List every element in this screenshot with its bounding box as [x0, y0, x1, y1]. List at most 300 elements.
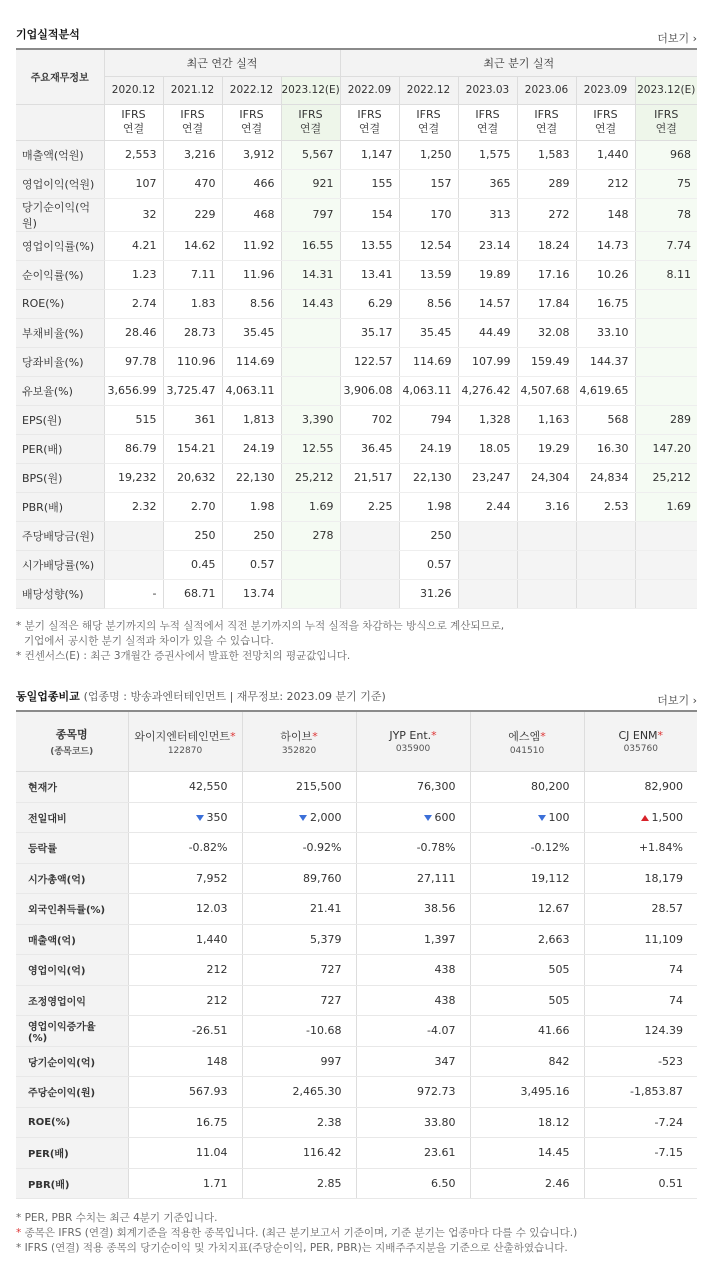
company-code: 122870 [167, 745, 203, 756]
table-cell: 13.74 [222, 579, 281, 608]
table-cell: 35.45 [399, 318, 458, 347]
peer-comparison-header [16, 688, 697, 710]
company-name[interactable]: CJ ENM [618, 729, 658, 742]
table-cell: 76,300 [356, 772, 470, 803]
company-header[interactable] [242, 711, 356, 772]
company-name[interactable]: JYP Ent. [389, 729, 432, 742]
table-cell: -0.12% [470, 833, 584, 864]
row-label: PER(배) [16, 434, 104, 463]
table-cell: 17.16 [517, 260, 576, 289]
table-cell: 2.70 [163, 492, 222, 521]
table-row [16, 1107, 697, 1138]
financial-analysis-header [16, 26, 697, 48]
standard-top: IFRS [357, 108, 382, 121]
standard-top: IFRS [475, 108, 500, 121]
row-label: 영업이익증가율(%) [16, 1016, 128, 1047]
standard-top: IFRS [534, 108, 559, 121]
table-cell: 23.61 [356, 1138, 470, 1169]
table-cell: 1,163 [517, 405, 576, 434]
table-cell: 2,663 [470, 924, 584, 955]
table-cell: 16.30 [576, 434, 635, 463]
chevron-right-icon: › [692, 694, 697, 707]
table-cell: 28.57 [584, 894, 697, 925]
corner-subtitle: (종목코드) [50, 747, 94, 757]
table-cell: 997 [242, 1046, 356, 1077]
table-row [16, 863, 697, 894]
table-cell: 1.69 [635, 492, 697, 521]
peer-comparison-subtitle: (업종명 : 방송과엔터테인먼트 | 재무정보: 2023.09 분기 기준) [83, 690, 386, 703]
table-cell: 8.56 [399, 289, 458, 318]
table-cell [281, 318, 340, 347]
row-label: PBR(배) [16, 492, 104, 521]
company-header[interactable] [470, 711, 584, 772]
table-cell: 727 [242, 955, 356, 986]
table-cell: 215,500 [242, 772, 356, 803]
table-row [16, 169, 697, 198]
table-row [16, 347, 697, 376]
table-row [16, 1168, 697, 1199]
table-row [16, 492, 697, 521]
table-cell: 116.42 [242, 1138, 356, 1169]
table-cell: 2.85 [242, 1168, 356, 1199]
table-cell: 107 [104, 169, 163, 198]
table-cell: 23.14 [458, 231, 517, 260]
table-cell [340, 579, 399, 608]
row-label: 당기순이익(억원) [16, 198, 104, 231]
table-cell: 154.21 [163, 434, 222, 463]
table-cell: 33.10 [576, 318, 635, 347]
table-cell: 12.67 [470, 894, 584, 925]
table-cell: 921 [281, 169, 340, 198]
standard-top: IFRS [654, 108, 679, 121]
company-name[interactable]: 에스엠 [508, 729, 541, 743]
standard-top: IFRS [298, 108, 323, 121]
annual-group-header: 최근 연간 실적 [104, 49, 340, 76]
accounting-standard [104, 104, 163, 140]
company-header[interactable] [128, 711, 242, 772]
triangle-up-icon [641, 815, 649, 821]
table-cell: 74 [584, 985, 697, 1016]
ifrs-star-icon: * [312, 729, 318, 743]
table-cell: -0.92% [242, 833, 356, 864]
table-row [16, 289, 697, 318]
table-cell: 466 [222, 169, 281, 198]
standard-top: IFRS [593, 108, 618, 121]
table-cell [635, 376, 697, 405]
table-cell: 24,834 [576, 463, 635, 492]
table-cell: 147.20 [635, 434, 697, 463]
table-cell: 702 [340, 405, 399, 434]
table-cell: 20,632 [163, 463, 222, 492]
table-cell: - [104, 579, 163, 608]
table-cell: 0.51 [584, 1168, 697, 1199]
table-cell: 25,212 [281, 463, 340, 492]
table-cell: 154 [340, 198, 399, 231]
table-cell: 0.57 [399, 550, 458, 579]
ifrs-star-icon: * [230, 729, 236, 743]
table-cell: 159.49 [517, 347, 576, 376]
table-cell [281, 347, 340, 376]
table-cell [458, 550, 517, 579]
peer-more-link[interactable] [657, 692, 697, 708]
standard-top: IFRS [416, 108, 441, 121]
period-header: 2021.12 [163, 76, 222, 104]
row-label: EPS(원) [16, 405, 104, 434]
peer-comparison-title: 동일업종비교 [16, 690, 80, 703]
table-cell: 1,440 [576, 140, 635, 169]
standard-top: IFRS [239, 108, 264, 121]
table-cell [635, 579, 697, 608]
table-row [16, 434, 697, 463]
table-cell: -523 [584, 1046, 697, 1077]
standard-bottom: 연결 [594, 122, 617, 135]
row-label: 주당순이익(원) [16, 1077, 128, 1108]
ifrs-star-icon: * [431, 729, 437, 742]
table-cell [281, 550, 340, 579]
table-cell: 23,247 [458, 463, 517, 492]
table-cell: 35.17 [340, 318, 399, 347]
table-cell: 4.21 [104, 231, 163, 260]
period-header: 2023.12(E) [281, 76, 340, 104]
table-cell: 12.03 [128, 894, 242, 925]
accounting-standard [458, 104, 517, 140]
table-cell: 16.55 [281, 231, 340, 260]
company-column-header [16, 711, 128, 772]
accounting-standard [517, 104, 576, 140]
table-cell: 14.62 [163, 231, 222, 260]
table-cell: 24.19 [222, 434, 281, 463]
table-row [16, 198, 697, 231]
row-label: 영업이익률(%) [16, 231, 104, 260]
row-label: 당기순이익(억) [16, 1046, 128, 1077]
table-row [16, 833, 697, 864]
table-cell: 0.45 [163, 550, 222, 579]
table-cell: 361 [163, 405, 222, 434]
table-cell: 1.83 [163, 289, 222, 318]
table-cell: 272 [517, 198, 576, 231]
table-cell: 289 [517, 169, 576, 198]
table-cell: 4,063.11 [222, 376, 281, 405]
table-cell: 24.19 [399, 434, 458, 463]
table-cell: 35.45 [222, 318, 281, 347]
company-code: 352820 [281, 745, 317, 756]
triangle-down-icon [299, 815, 307, 821]
table-cell: 2,465.30 [242, 1077, 356, 1108]
period-header: 2023.03 [458, 76, 517, 104]
table-cell [576, 550, 635, 579]
table-cell: 19.89 [458, 260, 517, 289]
table-cell: -7.15 [584, 1138, 697, 1169]
table-cell: 212 [128, 955, 242, 986]
table-cell [635, 550, 697, 579]
table-cell: 16.75 [128, 1107, 242, 1138]
table-cell: 3,906.08 [340, 376, 399, 405]
table-cell [281, 376, 340, 405]
table-cell: 727 [242, 985, 356, 1016]
row-label: ROE(%) [16, 289, 104, 318]
table-cell: 0.57 [222, 550, 281, 579]
table-cell: 11.96 [222, 260, 281, 289]
table-cell: 107.99 [458, 347, 517, 376]
table-cell: 157 [399, 169, 458, 198]
table-cell [635, 521, 697, 550]
standard-bottom: 연결 [122, 122, 145, 135]
table-cell: 5,567 [281, 140, 340, 169]
table-cell: 2.74 [104, 289, 163, 318]
table-cell: 11,109 [584, 924, 697, 955]
financial-notes [16, 619, 697, 664]
table-cell [517, 521, 576, 550]
table-cell: 2.44 [458, 492, 517, 521]
table-row [16, 260, 697, 289]
table-row [16, 1016, 697, 1047]
period-header: 2023.09 [576, 76, 635, 104]
period-header: 2022.09 [340, 76, 399, 104]
table-row [16, 579, 697, 608]
table-cell: 365 [458, 169, 517, 198]
company-code: 035900 [395, 744, 431, 754]
table-cell: 10.26 [576, 260, 635, 289]
row-label: 시가총액(억) [16, 863, 128, 894]
table-cell: 568 [576, 405, 635, 434]
financial-more-link[interactable] [657, 30, 697, 46]
accounting-standard [635, 104, 697, 140]
table-cell: 8.56 [222, 289, 281, 318]
table-cell: 2.25 [340, 492, 399, 521]
company-code: 035760 [623, 744, 658, 754]
row-label: BPS(원) [16, 463, 104, 492]
table-cell: 6.29 [340, 289, 399, 318]
standard-bottom: 연결 [476, 122, 499, 135]
note-line: * 컨센서스(E) : 최근 3개월간 증권사에서 발표한 전망치의 평균값입니다. [16, 649, 351, 662]
triangle-down-icon [424, 815, 432, 821]
table-cell [340, 550, 399, 579]
table-cell: 3,216 [163, 140, 222, 169]
table-cell: 289 [635, 405, 697, 434]
table-cell: 11.92 [222, 231, 281, 260]
table-cell: 74 [584, 955, 697, 986]
table-cell [128, 802, 242, 833]
table-cell: 25,212 [635, 463, 697, 492]
change-value: 100 [548, 810, 570, 824]
table-cell: 32 [104, 198, 163, 231]
company-header[interactable] [584, 711, 697, 772]
table-cell [340, 521, 399, 550]
table-cell: 438 [356, 955, 470, 986]
table-cell [281, 579, 340, 608]
table-cell: 80,200 [470, 772, 584, 803]
change-value: 2,000 [310, 810, 342, 824]
table-cell: 122.57 [340, 347, 399, 376]
table-row [16, 1138, 697, 1169]
peer-notes [16, 1211, 697, 1256]
table-cell: 842 [470, 1046, 584, 1077]
standard-bottom: 연결 [417, 122, 440, 135]
table-cell: 19,232 [104, 463, 163, 492]
table-cell: 515 [104, 405, 163, 434]
table-cell: 250 [222, 521, 281, 550]
table-cell: 13.55 [340, 231, 399, 260]
table-cell: 42,550 [128, 772, 242, 803]
period-header: 2022.12 [399, 76, 458, 104]
table-cell [242, 802, 356, 833]
row-label: 부채비율(%) [16, 318, 104, 347]
table-cell: 8.11 [635, 260, 697, 289]
table-cell: 110.96 [163, 347, 222, 376]
table-cell: 155 [340, 169, 399, 198]
table-cell: 278 [281, 521, 340, 550]
more-label: 더보기 [657, 694, 690, 707]
table-cell: 148 [128, 1046, 242, 1077]
table-cell: -10.68 [242, 1016, 356, 1047]
company-name[interactable]: 하이브 [280, 729, 313, 743]
accounting-standard [163, 104, 222, 140]
table-cell [635, 347, 697, 376]
table-cell: 2.38 [242, 1107, 356, 1138]
table-cell: 33.80 [356, 1107, 470, 1138]
period-header: 2023.12(E) [635, 76, 697, 104]
table-cell: 438 [356, 985, 470, 1016]
table-cell: 18,179 [584, 863, 697, 894]
table-cell: 1,440 [128, 924, 242, 955]
table-cell [104, 550, 163, 579]
standard-bottom: 연결 [655, 122, 677, 135]
table-cell: 14.45 [470, 1138, 584, 1169]
table-cell: 1.71 [128, 1168, 242, 1199]
table-cell: 19,112 [470, 863, 584, 894]
triangle-down-icon [196, 815, 204, 821]
note-line: * IFRS (연결) 적용 종목의 당기순이익 및 가치지표(주당순이익, PER, PBR)는 지배주주지분을 기준으로 산출하였습니다. [16, 1242, 568, 1254]
table-cell: 170 [399, 198, 458, 231]
company-name[interactable]: 와이지엔터테인먼트 [134, 729, 231, 743]
change-value: 350 [206, 810, 228, 824]
table-cell: 97.78 [104, 347, 163, 376]
table-row [16, 1046, 697, 1077]
table-cell: 1.98 [222, 492, 281, 521]
table-cell: 2.32 [104, 492, 163, 521]
table-cell: 31.26 [399, 579, 458, 608]
financial-analysis-title: 기업실적분석 [16, 28, 80, 41]
table-cell: 229 [163, 198, 222, 231]
table-row [16, 924, 697, 955]
accounting-standard [222, 104, 281, 140]
table-cell: 144.37 [576, 347, 635, 376]
note-line: * 분기 실적은 해당 분기까지의 누적 실적에서 직전 분기까지의 누적 실적을 차감하는 방식으로 계산되므로, [16, 619, 505, 632]
table-cell: 89,760 [242, 863, 356, 894]
triangle-down-icon [538, 815, 546, 821]
row-label: PBR(배) [16, 1168, 128, 1199]
table-cell: 38.56 [356, 894, 470, 925]
table-cell: 1.23 [104, 260, 163, 289]
table-cell: 505 [470, 955, 584, 986]
table-cell: 4,063.11 [399, 376, 458, 405]
table-cell: 313 [458, 198, 517, 231]
table-row [16, 405, 697, 434]
table-cell: 2.53 [576, 492, 635, 521]
period-header: 2022.12 [222, 76, 281, 104]
table-cell: 468 [222, 198, 281, 231]
table-cell: 3,495.16 [470, 1077, 584, 1108]
table-cell: 82,900 [584, 772, 697, 803]
table-cell: 13.59 [399, 260, 458, 289]
table-cell: 11.04 [128, 1138, 242, 1169]
table-cell: 14.57 [458, 289, 517, 318]
table-cell: 22,130 [399, 463, 458, 492]
table-cell: 1,397 [356, 924, 470, 955]
table-cell: 44.49 [458, 318, 517, 347]
table-cell: 17.84 [517, 289, 576, 318]
table-cell: 794 [399, 405, 458, 434]
table-cell: 21.41 [242, 894, 356, 925]
row-label: 순이익률(%) [16, 260, 104, 289]
standard-top: IFRS [180, 108, 205, 121]
change-value: 600 [434, 810, 456, 824]
row-label: 배당성향(%) [16, 579, 104, 608]
row-label: 전일대비 [16, 802, 128, 833]
table-cell: 505 [470, 985, 584, 1016]
row-label: 등락률 [16, 833, 128, 864]
table-cell: -4.07 [356, 1016, 470, 1047]
table-cell: 7.11 [163, 260, 222, 289]
row-label: 주당배당금(원) [16, 521, 104, 550]
table-cell [104, 521, 163, 550]
standard-bottom: 연결 [299, 122, 322, 135]
table-cell: 1,328 [458, 405, 517, 434]
table-cell [576, 521, 635, 550]
ifrs-star-icon: * [540, 729, 546, 743]
table-cell: 1.69 [281, 492, 340, 521]
table-cell [458, 521, 517, 550]
table-row [16, 231, 697, 260]
company-header[interactable] [356, 711, 470, 772]
table-cell: 250 [399, 521, 458, 550]
row-label: 외국인취득률(%) [16, 894, 128, 925]
table-cell: 16.75 [576, 289, 635, 318]
accounting-standard [340, 104, 399, 140]
table-cell: 3,725.47 [163, 376, 222, 405]
table-cell: 7,952 [128, 863, 242, 894]
table-cell: 18.12 [470, 1107, 584, 1138]
table-row [16, 894, 697, 925]
row-label: 시가배당률(%) [16, 550, 104, 579]
table-cell: 14.31 [281, 260, 340, 289]
ifrs-star-icon: * [657, 729, 664, 742]
table-cell [458, 579, 517, 608]
table-row [16, 1077, 697, 1108]
table-row [16, 318, 697, 347]
table-cell: 19.29 [517, 434, 576, 463]
table-row [16, 955, 697, 986]
table-cell [584, 802, 697, 833]
table-cell [470, 802, 584, 833]
financial-analysis-section [16, 26, 697, 664]
standard-bottom: 연결 [358, 122, 381, 135]
row-label: 매출액(억) [16, 924, 128, 955]
table-cell: 18.24 [517, 231, 576, 260]
table-row [16, 802, 697, 833]
table-cell: 75 [635, 169, 697, 198]
change-value: 1,500 [651, 810, 683, 824]
table-cell: 24,304 [517, 463, 576, 492]
table-cell: 3.16 [517, 492, 576, 521]
table-row [16, 550, 697, 579]
quarter-group-header: 최근 분기 실적 [340, 49, 697, 76]
table-cell: 968 [635, 140, 697, 169]
table-cell [517, 579, 576, 608]
table-cell: 470 [163, 169, 222, 198]
table-cell: -0.78% [356, 833, 470, 864]
table-cell: 114.69 [399, 347, 458, 376]
